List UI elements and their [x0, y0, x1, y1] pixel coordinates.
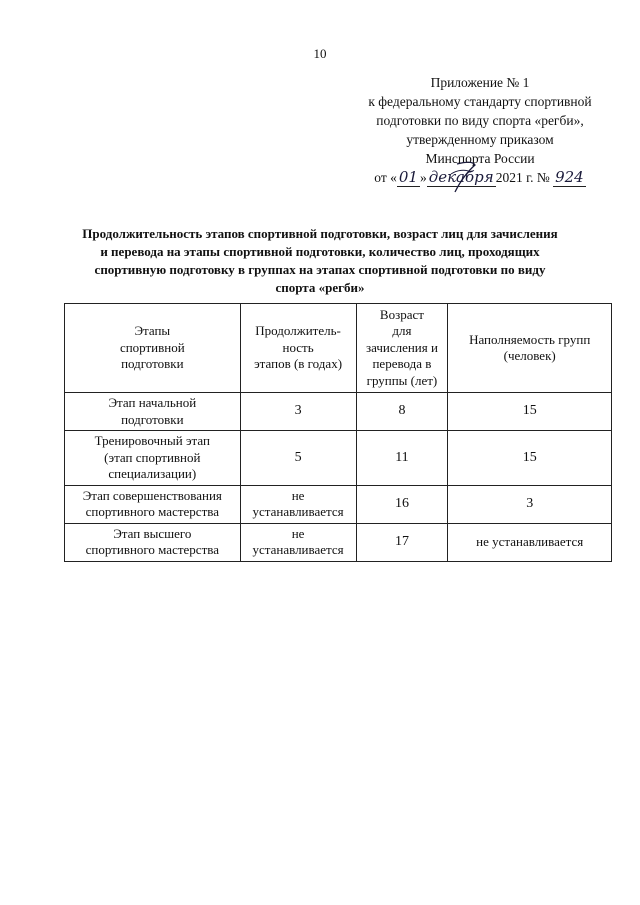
date-prefix: от « [374, 170, 397, 185]
appendix-line: Минспорта России [425, 151, 535, 166]
stages-table [64, 303, 612, 562]
date-year: 2021 г. № [495, 170, 550, 185]
appendix-block [330, 73, 630, 187]
cell-duration [240, 431, 356, 486]
table-row [65, 523, 612, 561]
date-quote: » [419, 170, 427, 185]
cell-occupancy: 15 [448, 393, 612, 431]
header-line: группы (лет) [366, 372, 438, 388]
header-line: ность [282, 339, 314, 355]
cell-line: Тренировочный этап [94, 433, 210, 448]
header-line: этапов (в годах) [254, 356, 343, 372]
cell-stage [65, 485, 241, 523]
header-line: Наполняемость групп [469, 331, 591, 347]
cell-duration [240, 485, 356, 523]
cell-line: Этап начальной [108, 395, 197, 410]
header-age [356, 304, 448, 393]
cell-duration [240, 523, 356, 561]
date-day: 01 [398, 168, 418, 186]
appendix-date-line [330, 168, 630, 187]
appendix-line: Приложение № 1 [430, 75, 530, 90]
order-number: 924 [555, 168, 584, 186]
cell-age: 8 [356, 393, 448, 431]
header-line: Этапы [134, 323, 171, 339]
cell-duration [240, 393, 356, 431]
date-month: декабря [428, 168, 494, 186]
cell-line: 5 [294, 449, 302, 465]
cell-line: (этап спортивной [104, 449, 201, 465]
cell-occupancy: 15 [448, 431, 612, 486]
cell-line: спортивного мастерства [85, 504, 219, 519]
cell-occupancy: не устанавливается [448, 523, 612, 561]
cell-line: устанавливается [252, 504, 344, 519]
table-row [65, 485, 612, 523]
table-row [65, 393, 612, 431]
cell-line: Этап высшего [113, 525, 192, 541]
cell-line: устанавливается [252, 542, 344, 557]
table-row [65, 431, 612, 486]
appendix-line: утвержденному приказом [406, 132, 554, 147]
cell-line: спортивного мастерства [85, 542, 219, 557]
cell-occupancy: 3 [448, 485, 612, 523]
header-line: Возраст [379, 306, 424, 322]
cell-line: 3 [294, 403, 302, 419]
header-line: спортивной [119, 339, 185, 355]
appendix-line: подготовки по виду спорта «регби», [376, 113, 584, 128]
header-line: перевода в [372, 356, 432, 372]
page-number: 10 [313, 46, 327, 61]
table-header-row [65, 304, 612, 393]
cell-stage [65, 393, 241, 431]
header-occupancy [448, 304, 612, 393]
cell-line: специализации) [108, 466, 197, 481]
cell-stage [65, 523, 241, 561]
header-line: для [392, 323, 412, 339]
cell-age: 16 [356, 485, 448, 523]
cell-line: не [291, 525, 305, 541]
cell-line: не [291, 487, 305, 503]
document-title: Продолжительность этапов спортивной подготовки, возраст лиц для зачисления и перевода на этапы спортивной подготовки, количество лиц, проходящих спортивную подготовку в группах на этапах спортивной подготовки по виду спорта «регби» [82, 226, 558, 295]
cell-age: 11 [356, 431, 448, 486]
header-line: Продолжитель- [255, 323, 341, 339]
cell-line: подготовки [121, 411, 184, 427]
cell-line: Этап совершенствования [82, 487, 222, 503]
header-line: подготовки [121, 356, 184, 372]
cell-stage [65, 431, 241, 486]
appendix-line: к федеральному стандарту спортивной [368, 94, 592, 109]
header-duration [240, 304, 356, 393]
header-line: (человек) [503, 348, 556, 363]
header-stages [65, 304, 241, 393]
cell-age: 17 [356, 523, 448, 561]
header-line: зачисления и [365, 339, 438, 355]
